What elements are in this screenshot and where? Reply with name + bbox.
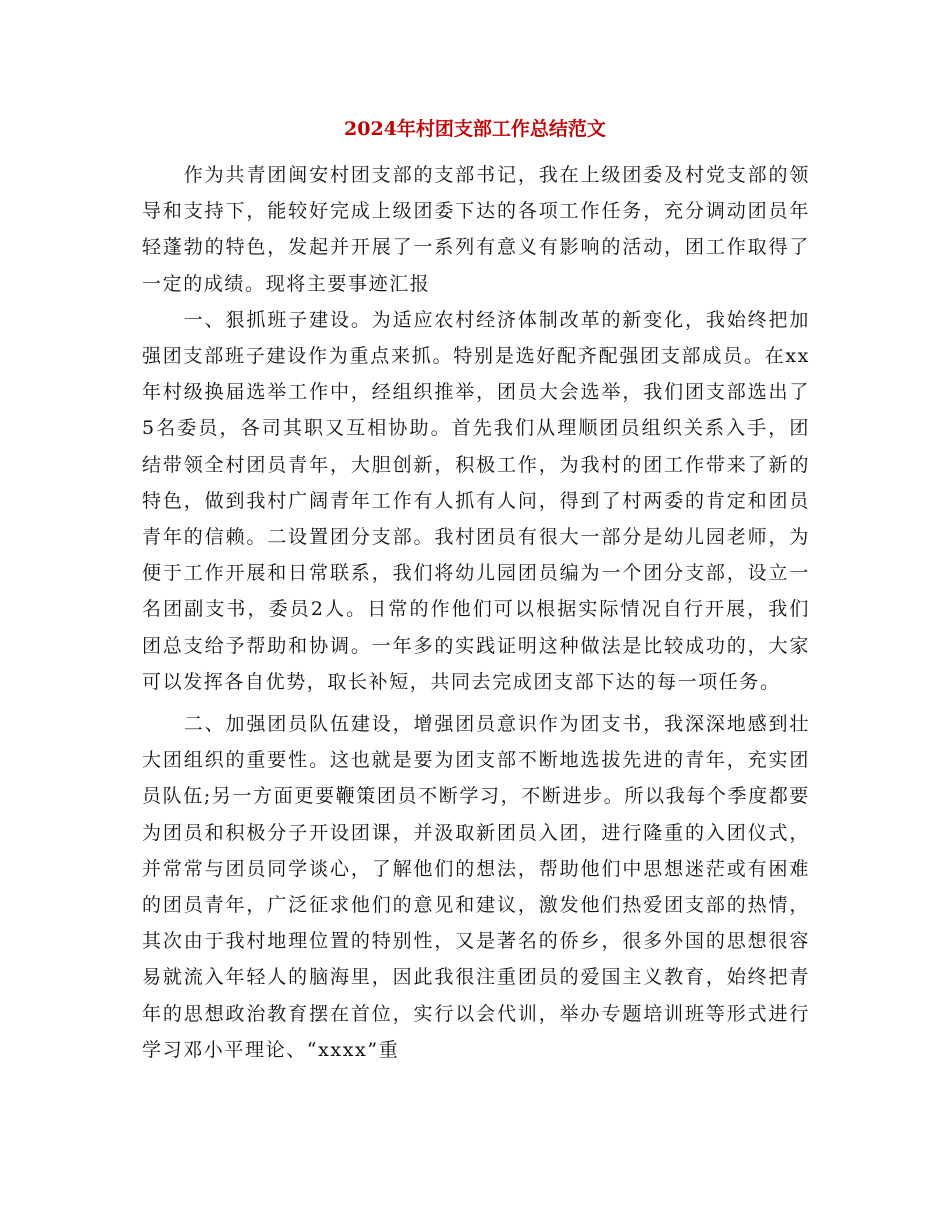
paragraph-section-1: 一、狠抓班子建设。为适应农村经济体制改革的新变化，我始终把加强团支部班子建设作为重点来抓。特别是选好配齐配强团支部成员。在xx年村级换届选举工作中，经组织推举，团员大会选举，我们团支部选出了5名委员，各司其职又互相协助。首先我们从理顺团员组织关系入手，团结带领全村团员青年，大胆创新，积极工作，为我村的团工作带来了新的特色，做到我村广阔青年工作有人抓有人问，得到了村两委的肯定和团员青年的信赖。二设置团分支部。我村团员有很大一部分是幼儿园老师，为便于工作开展和日常联系，我们将幼儿园团员编为一个团分支部，设立一名团副支书，委员2人。日常的作他们可以根据实际情况自行开展，我们团总支给予帮助和协调。一年多的实践证明这种做法是比较成功的，大家可以发挥各自优势，取长补短，共同去完成团支部下达的每一项任务。 <box>142 308 810 693</box>
document-body <box>142 157 810 1068</box>
document-title: 2024年村团支部工作总结范文 <box>344 118 606 140</box>
paragraph-intro: 作为共青团闽安村团支部的支部书记，我在上级团委及村党支部的领导和支持下，能较好完成上级团委下达的各项工作任务，充分调动团员年轻蓬勃的特色，发起并开展了一系列有意义有影响的活动，团工作取得了一定的成绩。现将主要事迹汇报 <box>142 164 810 295</box>
paragraph-section-2: 二、加强团员队伍建设，增强团员意识作为团支书，我深深地感到壮大团组织的重要性。这也就是要为团支部不断地选拔先进的青年，充实团员队伍;另一方面更要鞭策团员不断学习，不断进步。所以我每个季度都要为团员和积极分子开设团课，并汲取新团员入团，进行隆重的入团仪式，并常常与团员同学谈心，了解他们的想法，帮助他们中思想迷茫或有困难的团员青年，广泛征求他们的意见和建议，激发他们热爱团支部的热情，其次由于我村地理位置的特别性，又是著名的侨乡，很多外国的思想很容易就流入年轻人的脑海里，因此我很注重团员的爱国主义教育，始终把青年的思想政治教育摆在首位，实行以会代训，举办专题培训班等形式进行学习邓小平理论、“xxxx”重 <box>142 713 810 1061</box>
